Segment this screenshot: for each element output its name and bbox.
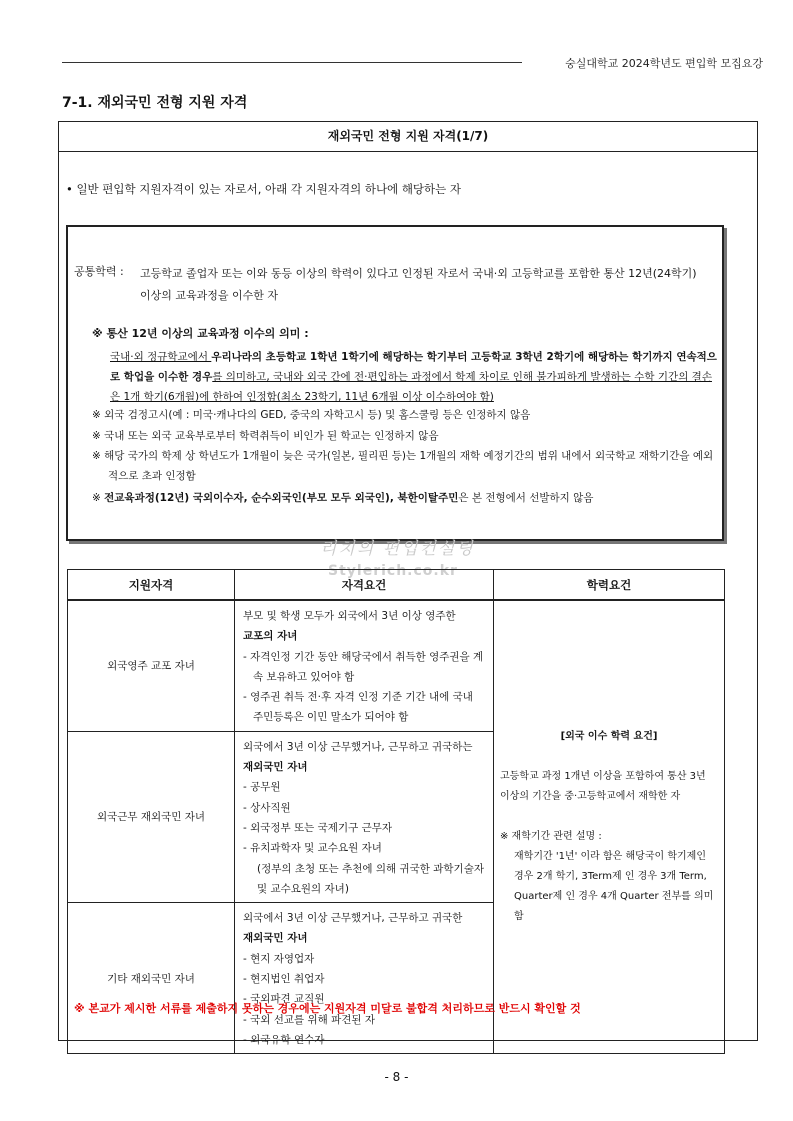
requirement-item: - 외국유학 연수자	[243, 1033, 325, 1046]
note-item-2: ※ 국내 또는 외국 교육부로부터 학력취득이 비인가 된 학교는 인정하지 않음	[92, 430, 439, 442]
requirement-item: - 자격인정 기간 동안 해당국에서 취득한 영주권을 계속 보유하고 있어야 함	[243, 650, 484, 683]
header-academic: 학력요건	[494, 570, 725, 601]
section-title: 7-1. 재외국민 전형 지원 자격	[62, 95, 248, 111]
note-part-1: 국내·외 정규학교에서	[110, 351, 212, 363]
requirement-item: - 유치과학자 및 교수요원 자녀	[243, 842, 382, 855]
note-part-2: 우리나라의 초등학교 1학년 1학기에 해당하는 학기부터 고등학교 3학년 2학기에 해당하는 학기까지 연속적으로 학업을 이수한 경우	[110, 351, 717, 383]
requirement-intro: 외국에서 3년 이상 근무했거나, 근무하고 귀국하는	[243, 740, 473, 753]
page-number: - 8 -	[384, 1070, 409, 1084]
footnote-warning: ※ 본교가 제시한 서류를 제출하지 못하는 경우에는 지원자격 미달로 불합격 처리하므로 반드시 확인할 것	[74, 1002, 581, 1015]
requirement-item: - 영주권 취득 전·후 자격 인정 기준 기간 내에 국내 주민등록은 이민 말소가 되어야 함	[243, 691, 473, 724]
common-text	[140, 263, 730, 307]
category-cell: 기타 재외국민 자녀	[68, 903, 235, 1054]
watermark-url: Stylerich.co.kr	[328, 563, 458, 579]
academic-body: 고등학교 과정 1개년 이상을 포함하여 통산 3년 이상의 기간을 중·고등학교에서 재학한 자	[500, 771, 706, 803]
note-body	[110, 347, 718, 407]
box-title: 재외국민 전형 지원 자격(1/7)	[58, 121, 758, 152]
note-heading: ※ 통산 12년 이상의 교육과정 이수의 의미 :	[92, 327, 309, 340]
note-part-3: 를 의미하고, 국내와 외국 간에 전·편입하는 과정에서 학제 차이로 인해 불가피하게 발생하는 수학 기간의 결손은 1개 학기(6개월)에 한하여 인정함(최소 23학기, 11년 6개월 이상 이수하여야 함)	[110, 371, 712, 403]
header-title: 숭실대학교 2024학년도 편입학 모집요강	[565, 57, 763, 70]
requirement-cell	[235, 731, 494, 902]
note-item-3: ※ 해당 국가의 학제 상 학년도가 1개월이 늦은 국가(일본, 필리핀 등)는 1개월의 재학 예정기간의 범위 내에서 외국학교 재학기간을 예외적으로 초과 인정함	[92, 450, 714, 482]
academic-heading: [외국 이수 학력 요건]	[560, 731, 658, 743]
requirement-extra: (정부의 초청 또는 추천에 의해 귀국한 과학기술자 및 교수요원의 자녀)	[257, 862, 484, 895]
academic-note-body: 재학기간 '1년' 이라 함은 해당국이 학기제인 경우 2개 학기, 3Term제 인 경우 3개 Term, Quarter제 인 경우 4개 Quarter 전부를 의미함	[514, 851, 714, 923]
requirement-cell	[235, 903, 494, 1054]
requirement-item: - 상사직원	[243, 801, 291, 814]
note-item-4	[92, 488, 722, 508]
requirement-item: - 현지 자영업자	[243, 952, 315, 965]
requirement-item: - 국외 선교를 위해 파견된 자	[243, 1013, 376, 1026]
common-line-2: 이상의 교육과정을 이수한 자	[140, 289, 279, 302]
requirement-item: - 공무원	[243, 781, 281, 794]
academic-note-head: ※ 재학기간 관련 설명 :	[500, 831, 602, 843]
requirement-cell	[235, 600, 494, 731]
requirement-intro: 외국에서 3년 이상 근무했거나, 근무하고 귀국한	[243, 912, 463, 925]
requirement-item: - 현지법인 취업자	[243, 973, 325, 986]
requirement-intro: 부모 및 학생 모두가 외국에서 3년 이상 영주한	[243, 610, 456, 622]
requirement-head: 재외국민 자녀	[243, 932, 308, 945]
academic-cell	[494, 600, 725, 1054]
note-item-4-prefix: ※	[92, 492, 105, 504]
table-row	[68, 600, 725, 731]
intro-text: • 일반 편입학 지원자격이 있는 자로서, 아래 각 지원자격의 하나에 해당하는 자	[66, 182, 462, 196]
common-label: 공통학력 :	[74, 265, 124, 278]
qualification-table	[67, 569, 725, 1054]
header-requirements: 자격요건	[235, 570, 494, 601]
requirement-item: - 국외파견 교직원	[243, 993, 325, 1006]
watermark-text: 리치의 편입컨설팅	[320, 539, 475, 559]
note-item-4-bold: 전교육과정(12년) 국외이수자, 순수외국인(부모 모두 외국인), 북한이탈주민	[104, 492, 459, 504]
requirement-head: 교포의 자녀	[243, 630, 298, 643]
category-cell: 외국영주 교포 자녀	[68, 600, 235, 731]
note-item-1: ※ 외국 검정고시(예 : 미국·캐나다의 GED, 중국의 자학고시 등) 및 홈스쿨링 등은 인정하지 않음	[92, 409, 531, 421]
header-category: 지원자격	[68, 570, 235, 601]
note-item-4-rest: 은 본 전형에서 선발하지 않음	[458, 492, 594, 504]
header-rule	[62, 62, 522, 63]
category-cell: 외국근무 재외국민 자녀	[68, 731, 235, 902]
common-line-1: 고등학교 졸업자 또는 이와 동등 이상의 학력이 있다고 인정된 자로서 국내·외 고등학교를 포함한 통산 12년(24학기)	[140, 267, 697, 280]
requirement-head: 재외국민 자녀	[243, 761, 308, 774]
requirement-item: - 외국정부 또는 국제기구 근무자	[243, 821, 392, 834]
table-header-row	[68, 570, 725, 601]
